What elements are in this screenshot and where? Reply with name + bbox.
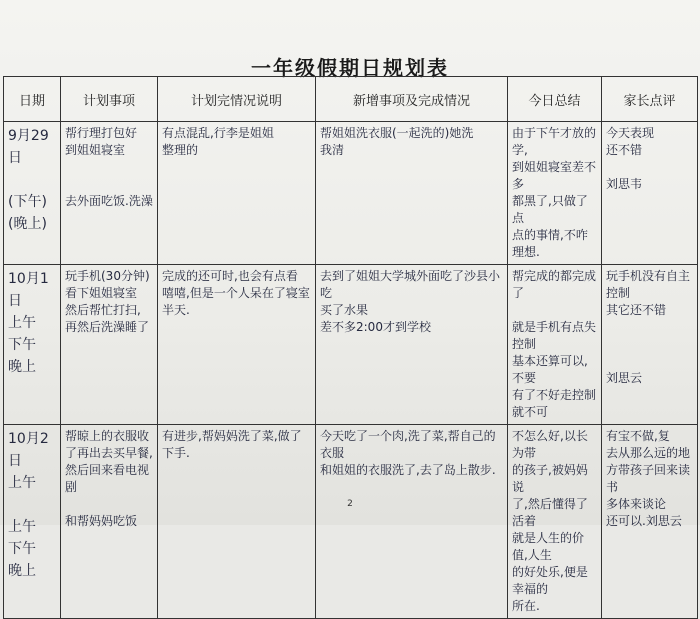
header-date: 日期 xyxy=(4,77,61,122)
row-date-cell xyxy=(4,122,61,265)
row-extra-cell xyxy=(316,265,508,425)
plan-text: 帮晾上的衣服收 了再出去买早餐, 然后回来看电视 剧 和帮妈妈吃饭 xyxy=(65,429,153,528)
date-text: 9月29日 (下午) (晚上) xyxy=(8,128,49,232)
header-status: 计划完情况说明 xyxy=(158,77,316,122)
table-header-row xyxy=(4,77,698,122)
table-row xyxy=(4,122,698,265)
extra-text: 去到了姐姐大学城外面吃了沙县小 吃 买了水果 差不多2:00才到学校 xyxy=(320,269,501,334)
status-text: 完成的还可时,也会有点看 嘻嘻,但是一个人呆在了寝室 半天. xyxy=(162,269,310,317)
row-plan-cell xyxy=(61,122,158,265)
row-date-cell xyxy=(4,425,61,619)
row-extra-cell xyxy=(316,425,508,619)
date-text: 10月1日 上午 下午 晚上 xyxy=(8,271,49,375)
page-title: 一年级假期日规划表 xyxy=(251,56,449,80)
header-plan: 计划事项 xyxy=(61,77,158,122)
comment-text: 有宝不做,复 去从那么远的地 方带孩子回来读书 多体来谈论 还可以.刘思云 xyxy=(606,429,691,528)
row-extra-cell xyxy=(316,122,508,265)
comment-text: 今天表现 还不错 刘思韦 xyxy=(606,126,655,191)
row-date-cell xyxy=(4,265,61,425)
status-text: 有进步,帮妈妈洗了菜,做了 下手. xyxy=(162,429,302,460)
row-plan-cell xyxy=(61,425,158,619)
row-status-cell xyxy=(158,122,316,265)
summary-text: 不怎么好,以长为带 的孩子,被妈妈说 了,然后懂得了活着 就是人生的价值,人生 的好处乐,便是幸福的 所在. xyxy=(512,429,588,613)
page-number: 2 xyxy=(347,499,353,509)
row-comment-cell xyxy=(602,122,698,265)
row-comment-cell xyxy=(602,425,698,619)
row-comment-cell xyxy=(602,265,698,425)
header-summary: 今日总结 xyxy=(508,77,602,122)
header-extra: 新增事项及完成情况 xyxy=(316,77,508,122)
extra-text: 帮姐姐洗衣服(一起洗的)她洗 我清 xyxy=(320,126,474,157)
comment-text: 玩手机没有自主 控制 其它还不错 刘思云 xyxy=(606,269,691,385)
extra-text: 今天吃了一个肉,洗了菜,帮自己的衣服 和姐姐的衣服洗了,去了岛上散步. xyxy=(320,429,496,477)
row-status-cell xyxy=(158,265,316,425)
table-row xyxy=(4,265,698,425)
status-text: 有点混乱,行李是姐姐 整理的 xyxy=(162,126,274,157)
plan-table xyxy=(3,76,698,619)
row-summary-cell xyxy=(508,265,602,425)
row-summary-cell xyxy=(508,122,602,265)
summary-text: 帮完成的都完成了 就是手机有点失 控制 基本还算可以,不要 有了不好走控制就不可 xyxy=(512,269,597,419)
row-plan-cell xyxy=(61,265,158,425)
table-row xyxy=(4,425,698,619)
row-summary-cell xyxy=(508,425,602,619)
plan-text: 玩手机(30分钟) 看下姐姐寝室 然后帮忙打扫, 再然后洗澡睡了 xyxy=(65,269,150,334)
header-comment: 家长点评 xyxy=(602,77,698,122)
plan-text: 帮行理打包好 到姐姐寝室 去外面吃饭.洗澡 xyxy=(65,126,153,208)
row-status-cell xyxy=(158,425,316,619)
date-text: 10月2日 上午 上午 下午 晚上 xyxy=(8,431,49,579)
summary-text: 由于下午才放的学, 到姐姐寝室差不多 都黑了,只做了点 点的事情,不咋 理想. xyxy=(512,126,597,259)
